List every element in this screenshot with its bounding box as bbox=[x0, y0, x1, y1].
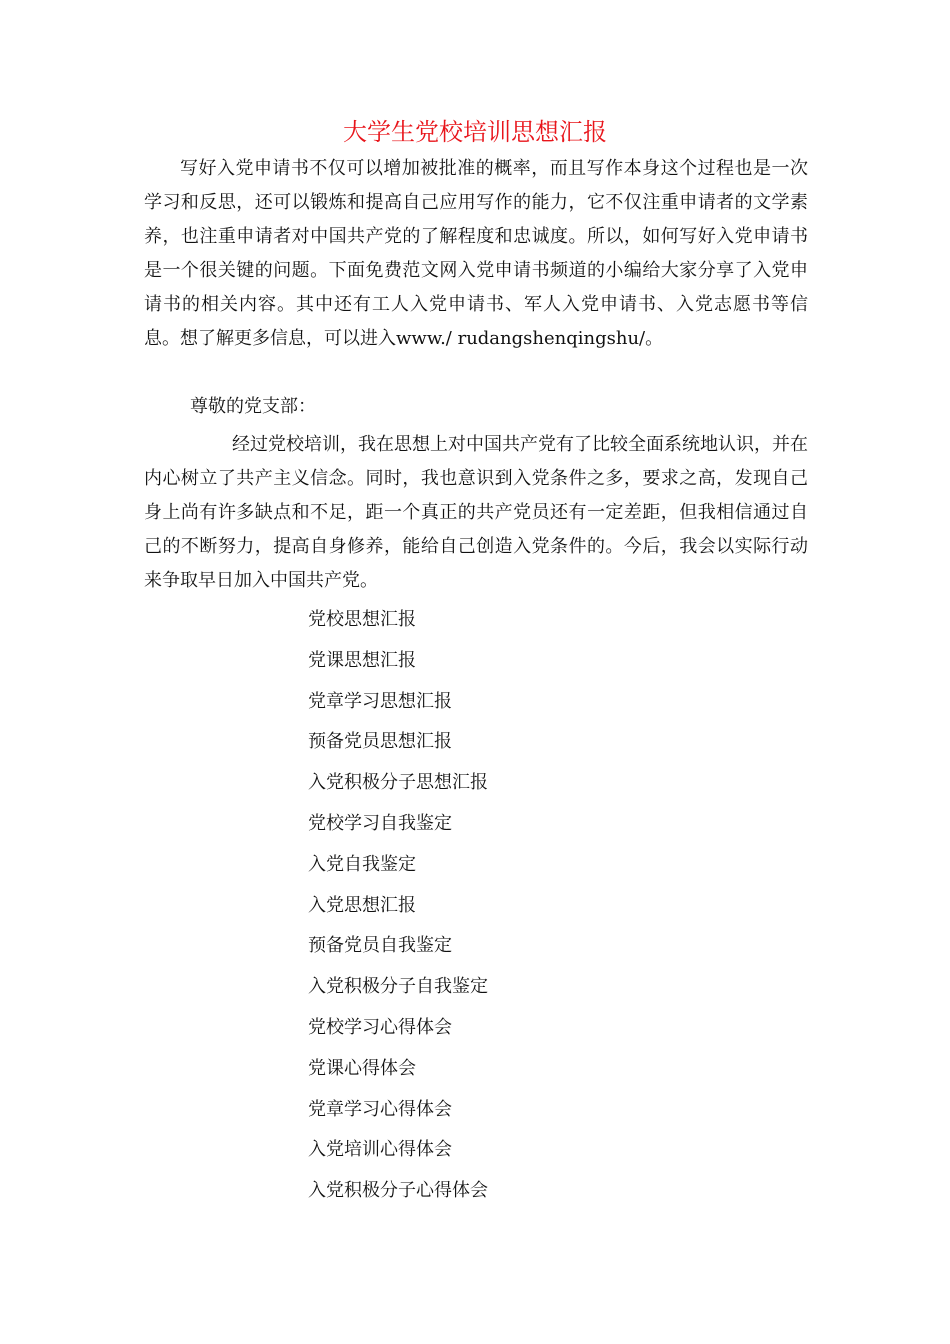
related-link[interactable]: 党校学习心得体会 bbox=[308, 1016, 452, 1038]
document-title: 大学生党校培训思想汇报 bbox=[343, 118, 607, 146]
related-link[interactable]: 入党培训心得体会 bbox=[308, 1139, 452, 1161]
related-link[interactable]: 入党积极分子自我鉴定 bbox=[308, 976, 488, 998]
body-paragraph: 经过党校培训，我在思想上对中国共产党有了比较全面系统地认识，并在内心树立了共产主义信念。同时，我也意识到入党条件之多，要求之高，发现自己身上尚有许多缺点和不足，距一个真正的共产党员还有一定差距，但我相信通过自己的不断努力，提高自身修养，能给自己创造入党条件的。今后，我会以实际行动来争取早日加入中国共产党。 bbox=[144, 434, 808, 591]
related-link[interactable]: 入党积极分子思想汇报 bbox=[308, 772, 488, 794]
related-link[interactable]: 预备党员自我鉴定 bbox=[308, 935, 452, 957]
related-link[interactable]: 入党自我鉴定 bbox=[308, 853, 416, 875]
related-link[interactable]: 党课思想汇报 bbox=[308, 649, 416, 671]
related-links-list bbox=[308, 600, 488, 1212]
intro-paragraph: 写好入党申请书不仅可以增加被批准的概率，而且写作本身这个过程也是一次学习和反思，还可以锻炼和提高自己应用写作的能力，它不仅注重申请者的文学素养，也注重申请者对中国共产党的了解程度和忠诚度。所以，如何写好入党申请书是一个很关键的问题。下面免费范文网入党申请书频道的小编给大家分享了入党申请书的相关内容。其中还有工人入党申请书、军人入党申请书、入党志愿书等信息。想了解更多信息，可以进入www./ rudangshenqingshu/。 bbox=[144, 158, 808, 349]
related-link[interactable]: 党章学习心得体会 bbox=[308, 1098, 452, 1120]
related-link[interactable]: 入党积极分子心得体会 bbox=[308, 1180, 488, 1202]
related-link[interactable]: 党章学习思想汇报 bbox=[308, 690, 452, 712]
greeting-line: 尊敬的党支部： bbox=[190, 396, 316, 417]
related-link[interactable]: 党课心得体会 bbox=[308, 1057, 416, 1079]
related-link[interactable]: 党校思想汇报 bbox=[308, 609, 416, 630]
related-link[interactable]: 党校学习自我鉴定 bbox=[308, 812, 452, 834]
related-link[interactable]: 预备党员思想汇报 bbox=[308, 731, 452, 753]
related-link[interactable]: 入党思想汇报 bbox=[308, 894, 416, 916]
